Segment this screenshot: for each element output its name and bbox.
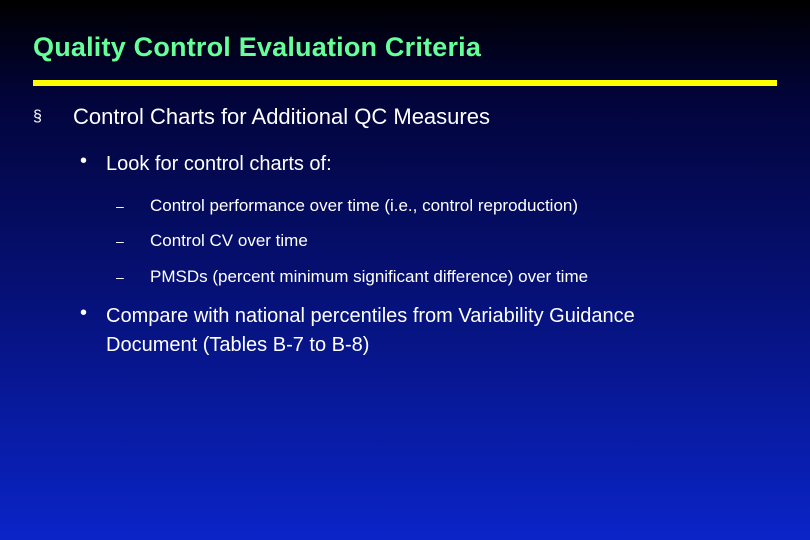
bullet-level2-look-text: Look for control charts of: <box>106 153 332 175</box>
dot-bullet-icon: • <box>80 302 88 324</box>
slide-title: Quality Control Evaluation Criteria <box>33 32 482 62</box>
bullet-level2-compare-line1: Compare with national percentiles from Variability Guidance <box>106 305 635 327</box>
sub-bullet-text: Control performance over time (i.e., control reproduction) <box>150 196 579 215</box>
sub-bullet-text: PMSDs (percent minimum significant difference) over time <box>150 267 589 286</box>
dash-bullet-icon: – <box>116 233 124 249</box>
bullet-level1-text: Control Charts for Additional QC Measures <box>73 104 490 129</box>
dash-bullet-icon: – <box>116 269 124 285</box>
section-bullet-icon: § <box>33 108 42 125</box>
dash-bullet-icon: – <box>116 198 124 214</box>
dot-bullet-icon: • <box>80 150 88 172</box>
bullet-level2-compare-line2: Document (Tables B-7 to B-8) <box>106 334 370 356</box>
title-divider <box>33 80 777 86</box>
sub-bullet-text: Control CV over time <box>150 231 308 250</box>
